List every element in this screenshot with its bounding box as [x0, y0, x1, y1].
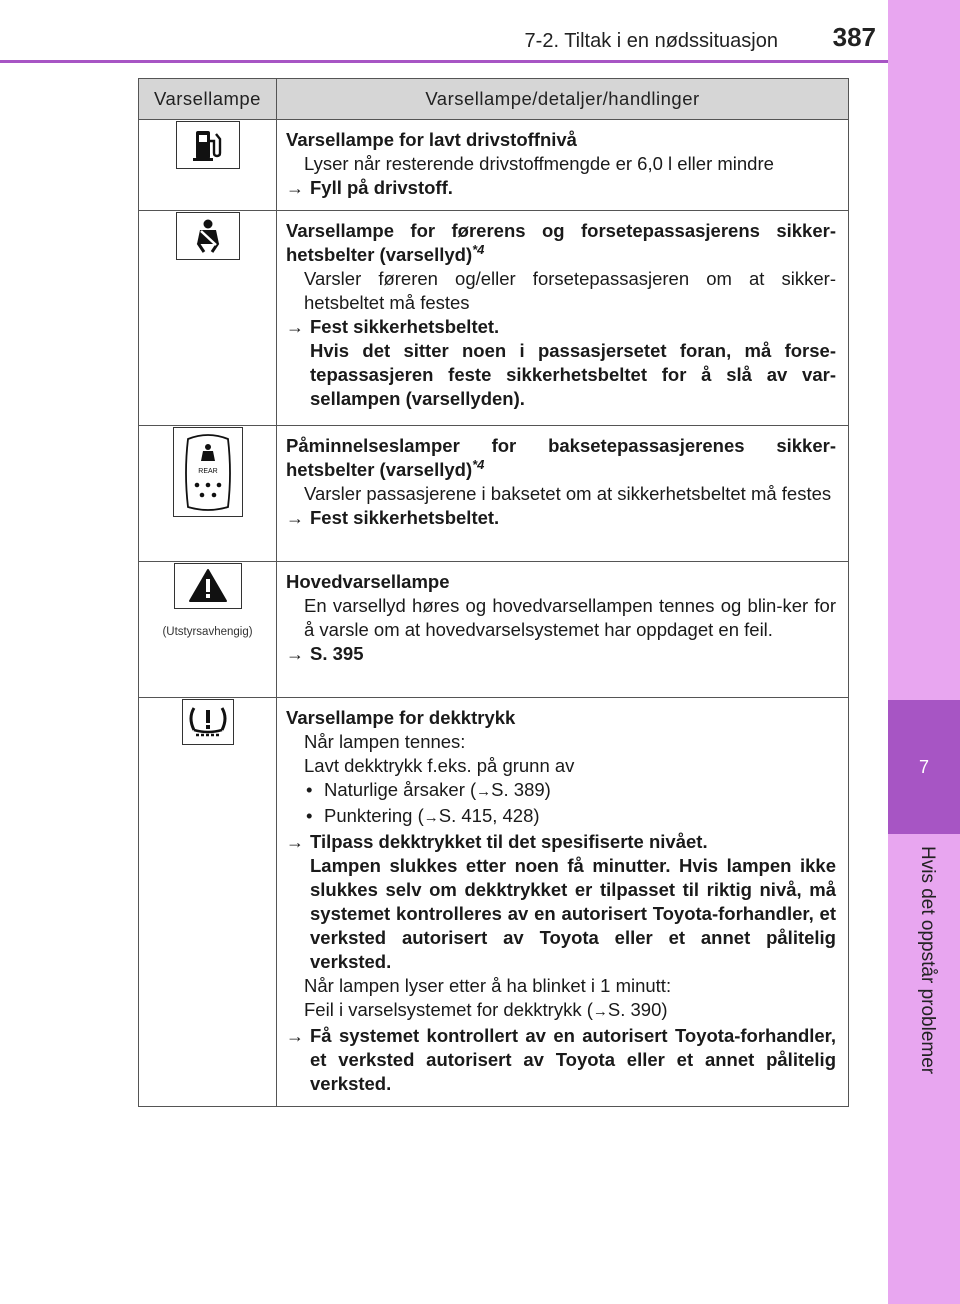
page-number: 387: [832, 22, 876, 52]
table-row: [139, 426, 849, 562]
lamp-text-line: Når lampen lyser etter å ha blinket i 1 minutt:: [304, 975, 672, 996]
chapter-number-box: [888, 700, 960, 834]
chapter-number: 7: [918, 756, 929, 777]
lamp-action: → Fest sikkerhetsbeltet.: [286, 506, 836, 530]
details-cell: [277, 120, 849, 211]
details-cell: [277, 562, 849, 698]
icon-cell: [139, 562, 277, 698]
icon-cell: [139, 426, 277, 562]
arrow-icon: →: [423, 809, 439, 826]
header-rule: [0, 60, 888, 63]
table-row: [139, 698, 849, 1107]
lamp-title: Varsellampe for dekktrykk: [286, 707, 516, 728]
lamp-title: Hovedvarsellampe: [286, 571, 450, 592]
lamp-description: Varsler passasjerene i baksetet om at sikkerhetsbeltet må festes: [304, 483, 832, 504]
rear-seatbelt-icon: [173, 427, 243, 517]
chapter-side-tab: [888, 0, 960, 1304]
table-header-row: [139, 79, 849, 120]
lamp-action: → Fest sikkerhetsbeltet.: [286, 315, 836, 339]
chapter-title: Hvis det oppstår problemer: [917, 846, 938, 1075]
lamp-action-note: Hvis det sitter noen i passasjersetet foran, må forse-tepassasjeren feste sikkerhetsbeltet for å slå av var-sellampen (varsellyden).: [310, 340, 836, 409]
section-title: 7-2. Tiltak i en nødssituasjon: [524, 30, 778, 52]
arrow-icon: →: [476, 783, 492, 800]
rear-label: REAR: [197, 468, 218, 475]
icon-cell: [139, 120, 277, 211]
icon-cell: [139, 211, 277, 426]
lamp-text-line: Lavt dekktrykk f.eks. på grunn av: [304, 755, 575, 776]
column-header-details: Varsellampe/detaljer/handlinger: [277, 79, 849, 120]
lamp-description: Varsler føreren og/eller forsetepassasjeren om at sikker-hetsbeltet må festes: [304, 268, 836, 313]
bullet-item: • Naturlige årsaker (→S. 389): [304, 778, 836, 804]
arrow-icon: →: [592, 1003, 608, 1020]
warning-lamp-table: [138, 78, 849, 1107]
lamp-title: Påminnelseslamper for baksetepassasjerenes sikker-hetsbelter (varsellyd)$^{*4}$: [286, 435, 836, 480]
lamp-action: → Tilpass dekktrykket til det spesifiserte nivået.: [286, 830, 836, 854]
details-cell: [277, 698, 849, 1107]
lamp-title: Varsellampe for lavt drivstoffnivå: [286, 129, 577, 150]
bullet-wrapper: [286, 778, 836, 830]
lamp-description: En varsellyd høres og hovedvarsellampen tennes og blin-ker for å varsle om at hovedvarselsystemet har oppdaget en feil.: [304, 595, 836, 640]
icon-cell: [139, 698, 277, 1107]
seatbelt-icon: [176, 212, 240, 260]
lamp-action: → S. 395: [286, 642, 836, 666]
table-row: [139, 120, 849, 211]
details-cell: [277, 426, 849, 562]
lamp-text-line: Feil i varselsystemet for dekktrykk (→S. 390): [304, 999, 668, 1020]
table-row: [139, 562, 849, 698]
lamp-action: → Få systemet kontrollert av en autorisert Toyota-forhandler, et verksted autorisert av Toyota eller et annet pålitelig verksted.: [286, 1024, 836, 1096]
bullet-item: • Punktering (→S. 415, 428): [304, 804, 836, 830]
fuel-pump-icon: [176, 121, 240, 169]
details-cell: [277, 211, 849, 426]
column-header-lamp: Varsellampe: [139, 79, 277, 120]
lamp-text-line: Når lampen tennes:: [304, 731, 466, 752]
equipment-caption: (Utstyrsavhengig): [162, 626, 253, 638]
lamp-title: Varsellampe for førerens og forsetepassasjerens sikker-hetsbelter (varsellyd)$^{*4}$: [286, 220, 836, 265]
master-warning-icon: [174, 563, 242, 609]
table-row: [139, 211, 849, 426]
lamp-description: Lyser når resterende drivstoffmengde er 6,0 l eller mindre: [304, 153, 774, 174]
lamp-action-note: Lampen slukkes etter noen få minutter. Hvis lampen ikke slukkes selv om dekktrykket er tilpasset til riktig nivå, må systemet kontrolleres av en autorisert Toyota-forhandler, et verksted autorisert av Toyota eller et annet pålitelig verksted.: [310, 855, 836, 972]
tire-pressure-icon: [182, 699, 234, 745]
lamp-action: → Fyll på drivstoff.: [286, 176, 836, 200]
